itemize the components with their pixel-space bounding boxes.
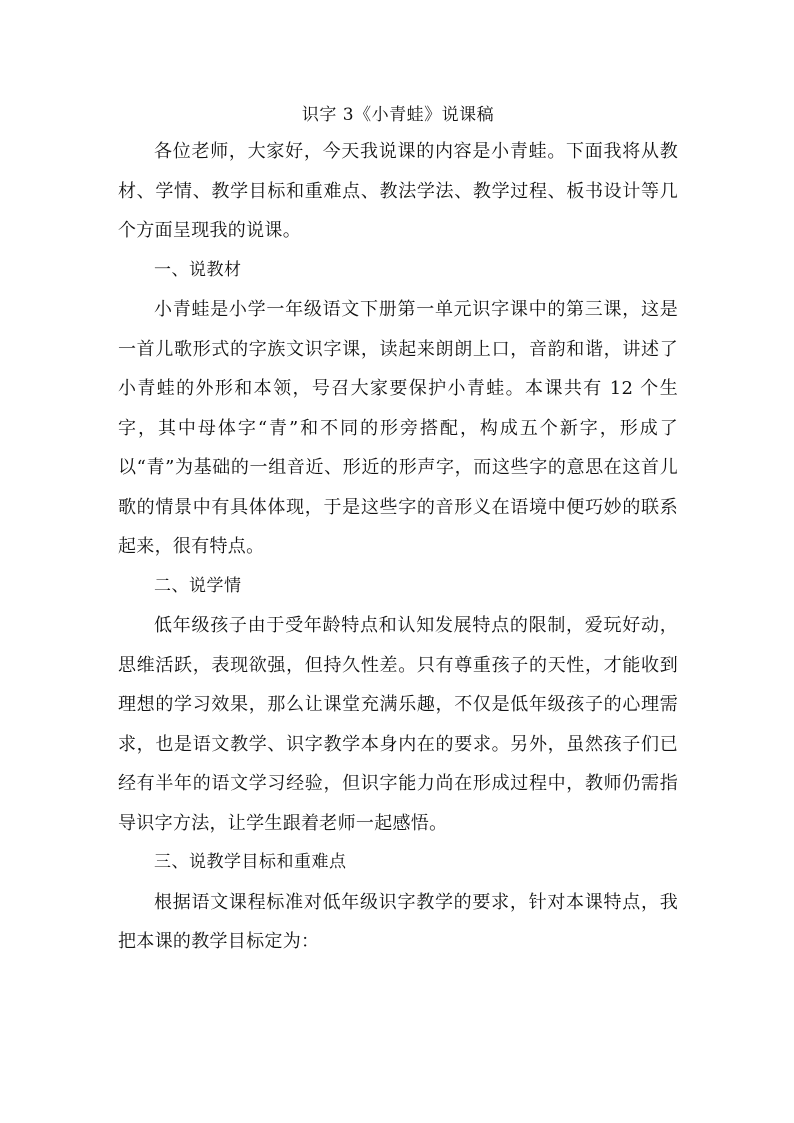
section-heading-students: 二、说学情 xyxy=(154,575,242,596)
document-page xyxy=(118,100,678,962)
section-heading-textbook: 一、说教材 xyxy=(154,259,242,280)
section-paragraph-students: 低年级孩子由于受年龄特点和认知发展特点的限制，爱玩好动，思维活跃，表现欲强，但持久性差。只有尊重孩子的天性，才能收到理想的学习效果，那么让课堂充满乐趣，不仅是低年级孩子的心理需求，也是语文教学、识字教学本身内在的要求。另外，虽然孩子们已经有半年的语文学习经验，但识字能力尚在形成过程中，教师仍需指导识字方法，让学生跟着老师一起感悟。 xyxy=(118,615,678,834)
document-title: 识字 3《小青蛙》说课稿 xyxy=(301,105,495,125)
section-heading-objectives: 三、说教学目标和重难点 xyxy=(154,852,347,872)
intro-paragraph: 各位老师，大家好，今天我说课的内容是小青蛙。下面我将从教材、学情、教学目标和重难点、教法学法、教学过程、板书设计等几个方面呈现我的说课。 xyxy=(118,141,678,241)
section-paragraph-objectives: 根据语文课程标准对低年级识字教学的要求，针对本课特点，我把本课的教学目标定为： xyxy=(118,891,678,952)
section-paragraph-textbook: 小青蛙是小学一年级语文下册第一单元识字课中的第三课，这是一首儿歌形式的字族文识字课，读起来朗朗上口，音韵和谐，讲述了小青蛙的外形和本领，号召大家要保护小青蛙。本课共有 12 个生字，其中母体字“青”和不同的形旁搭配，构成五个新字，形成了以“青”为基础的一组音近、形近的形声字，而这些字的意思在这首儿歌的情景中有具体体现，于是这些字的音形义在语境中便巧妙的联系起来，很有特点。 xyxy=(118,299,678,557)
